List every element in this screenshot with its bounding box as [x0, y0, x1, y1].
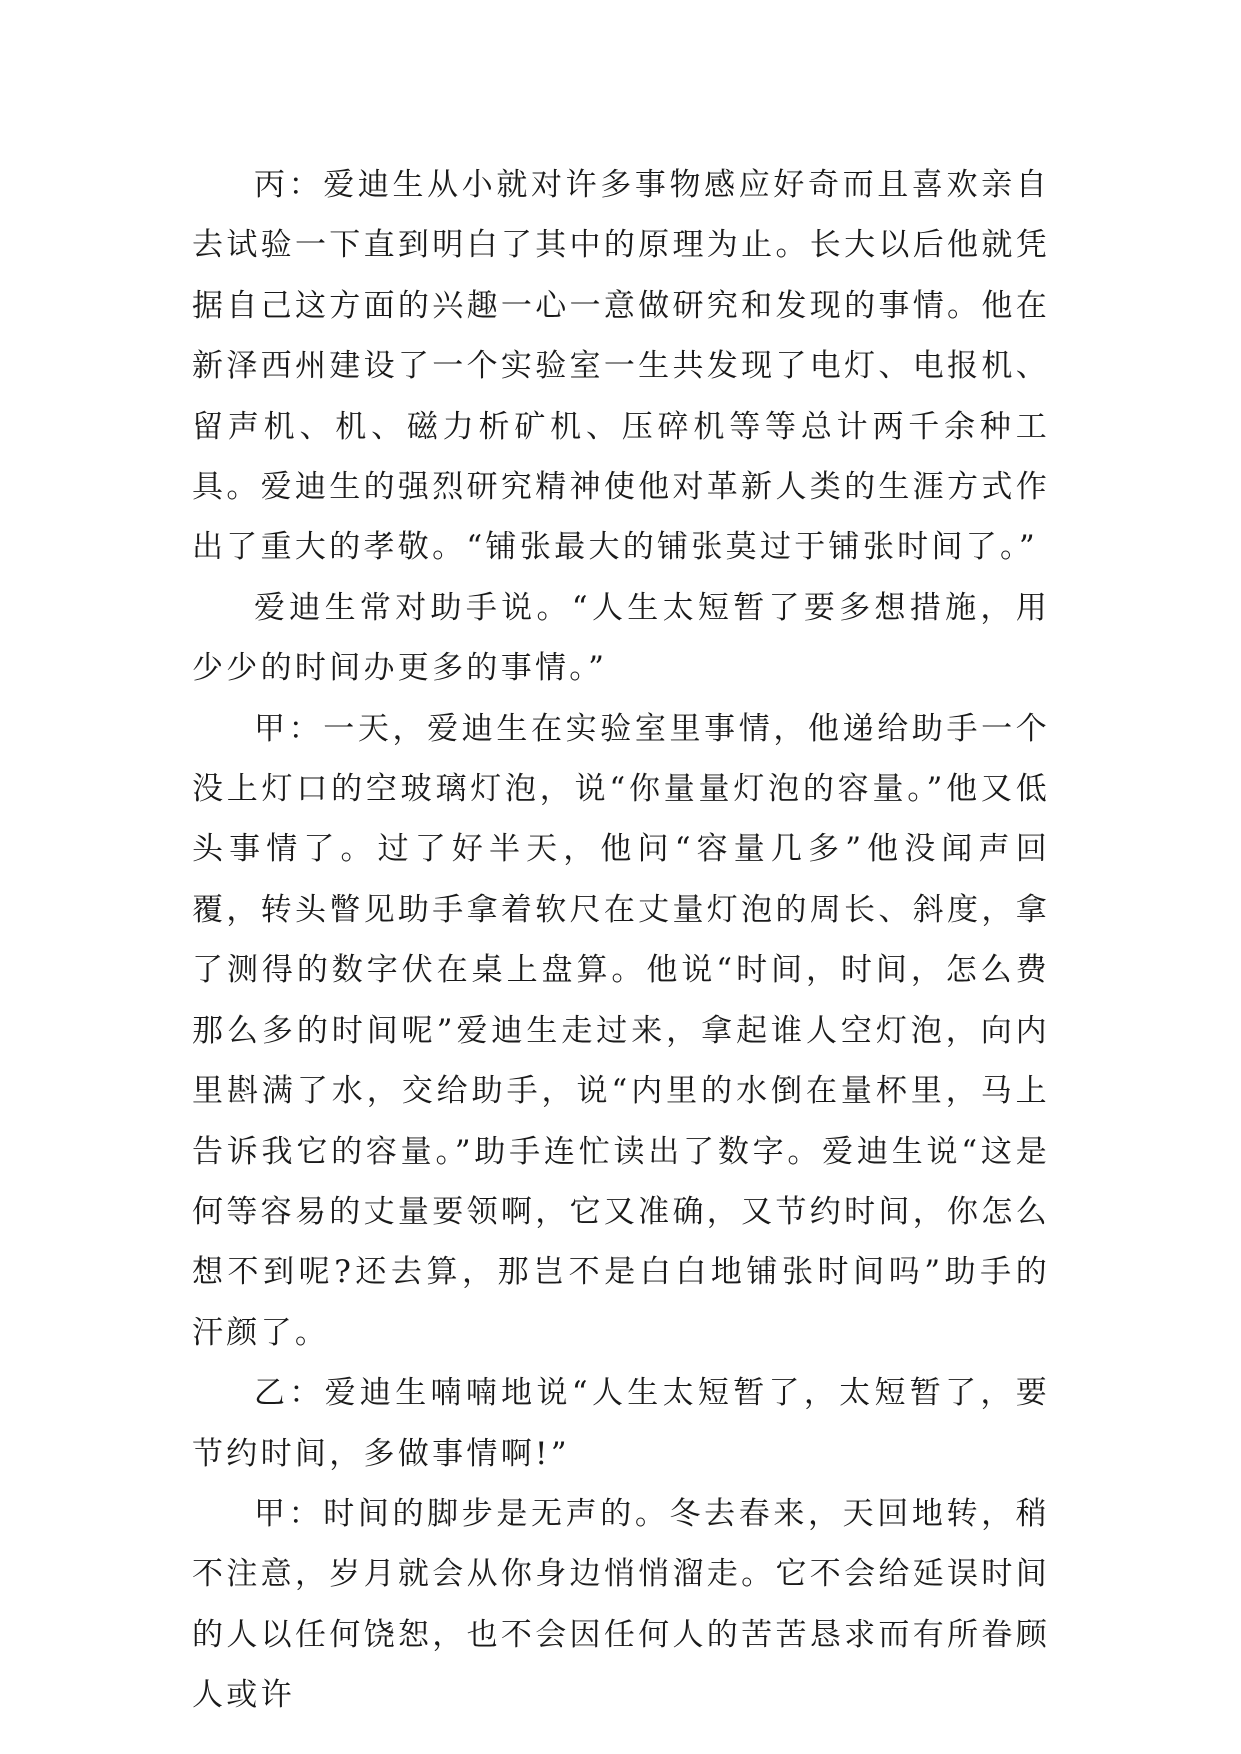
paragraph-4: 乙：爱迪生喃喃地说“人生太短暂了，太短暂了，要节约时间，多做事情啊!”: [192, 1375, 1050, 1472]
paragraph-5: 甲：时间的脚步是无声的。冬去春来，天回地转，稍不注意，岁月就会从你身边悄悄溜走。它不会给延误时间的人以任何饶恕，也不会因任何人的苦苦恳求而有所眷顾人或许: [192, 1495, 1050, 1714]
document-body: [192, 155, 1050, 1726]
paragraph-2: 爱迪生常对助手说。“人生太短暂了要多想措施，用少少的时间办更多的事情。”: [192, 589, 1050, 687]
paragraph-3: 甲：一天，爱迪生在实验室里事情，他递给助手一个没上灯口的空玻璃灯泡，说“你量量灯泡的容量。”他又低头事情了。过了好半天，他问“容量几多”他没闻声回覆，转头瞥见助手拿着软尺在丈量灯泡的周长、斜度，拿了测得的数字伏在桌上盘算。他说“时间，时间，怎么费那么多的时间呢”爱迪生走过来，拿起谁人空灯泡，向内里斟满了水，交给助手，说“内里的水倒在量杯里，马上告诉我它的容量。”助手连忙读出了数字。爱迪生说“这是何等容易的丈量要领啊，它又准确，又节约时间，你怎么想不到呢?还去算，那岂不是白白地铺张时间吗”助手的汗颜了。: [192, 710, 1050, 1351]
paragraph-1: 丙：爱迪生从小就对许多事物感应好奇而且喜欢亲自去试验一下直到明白了其中的原理为止。长大以后他就凭据自己这方面的兴趣一心一意做研究和发现的事情。他在新泽西州建设了一个实验室一生共发现了电灯、电报机、留声机、机、磁力析矿机、压碎机等等总计两千余种工具。爱迪生的强烈研究精神使他对革新人类的生涯方式作出了重大的孝敬。“铺张最大的铺张莫过于铺张时间了。”: [192, 167, 1050, 566]
